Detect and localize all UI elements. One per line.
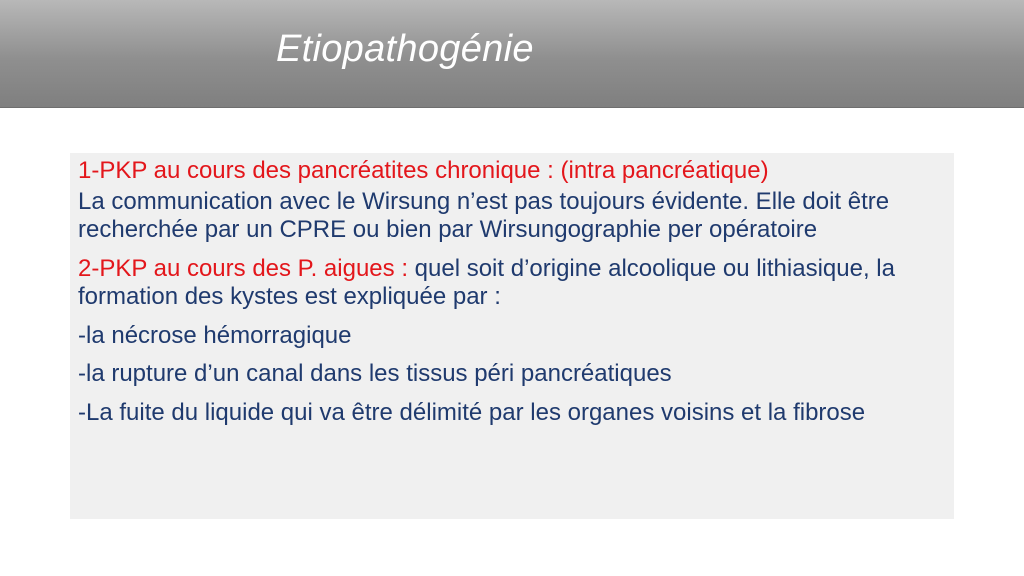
list-item-rupture: -la rupture d’un canal dans les tissus péri pancréatiques — [78, 360, 672, 387]
paragraph-wirsung-communication: La communication avec le Wirsung n’est pas toujours évidente. Elle doit être recherchée par un CPRE ou bien par Wirsungographie per opératoire — [78, 187, 890, 243]
section-heading-acute: 2-PKP au cours des P. aigues : — [78, 254, 415, 282]
title-bar — [0, 0, 1024, 108]
content-box — [70, 153, 954, 519]
paragraph-acute-text: quel soit d’origine alcoolique ou lithiasique, la formation des kystes est expliquée par : — [78, 254, 895, 310]
list-item-necrose: -la nécrose hémorragique — [78, 321, 352, 349]
slide-title: Etiopathogénie — [276, 28, 534, 70]
list-item-fuite: -La fuite du liquide qui va être délimité par les organes voisins et la fibrose — [78, 398, 866, 426]
section-heading-chronic: 1-PKP au cours des pancréatites chronique : (intra pancréatique) — [78, 157, 769, 184]
section-acute — [78, 255, 946, 312]
